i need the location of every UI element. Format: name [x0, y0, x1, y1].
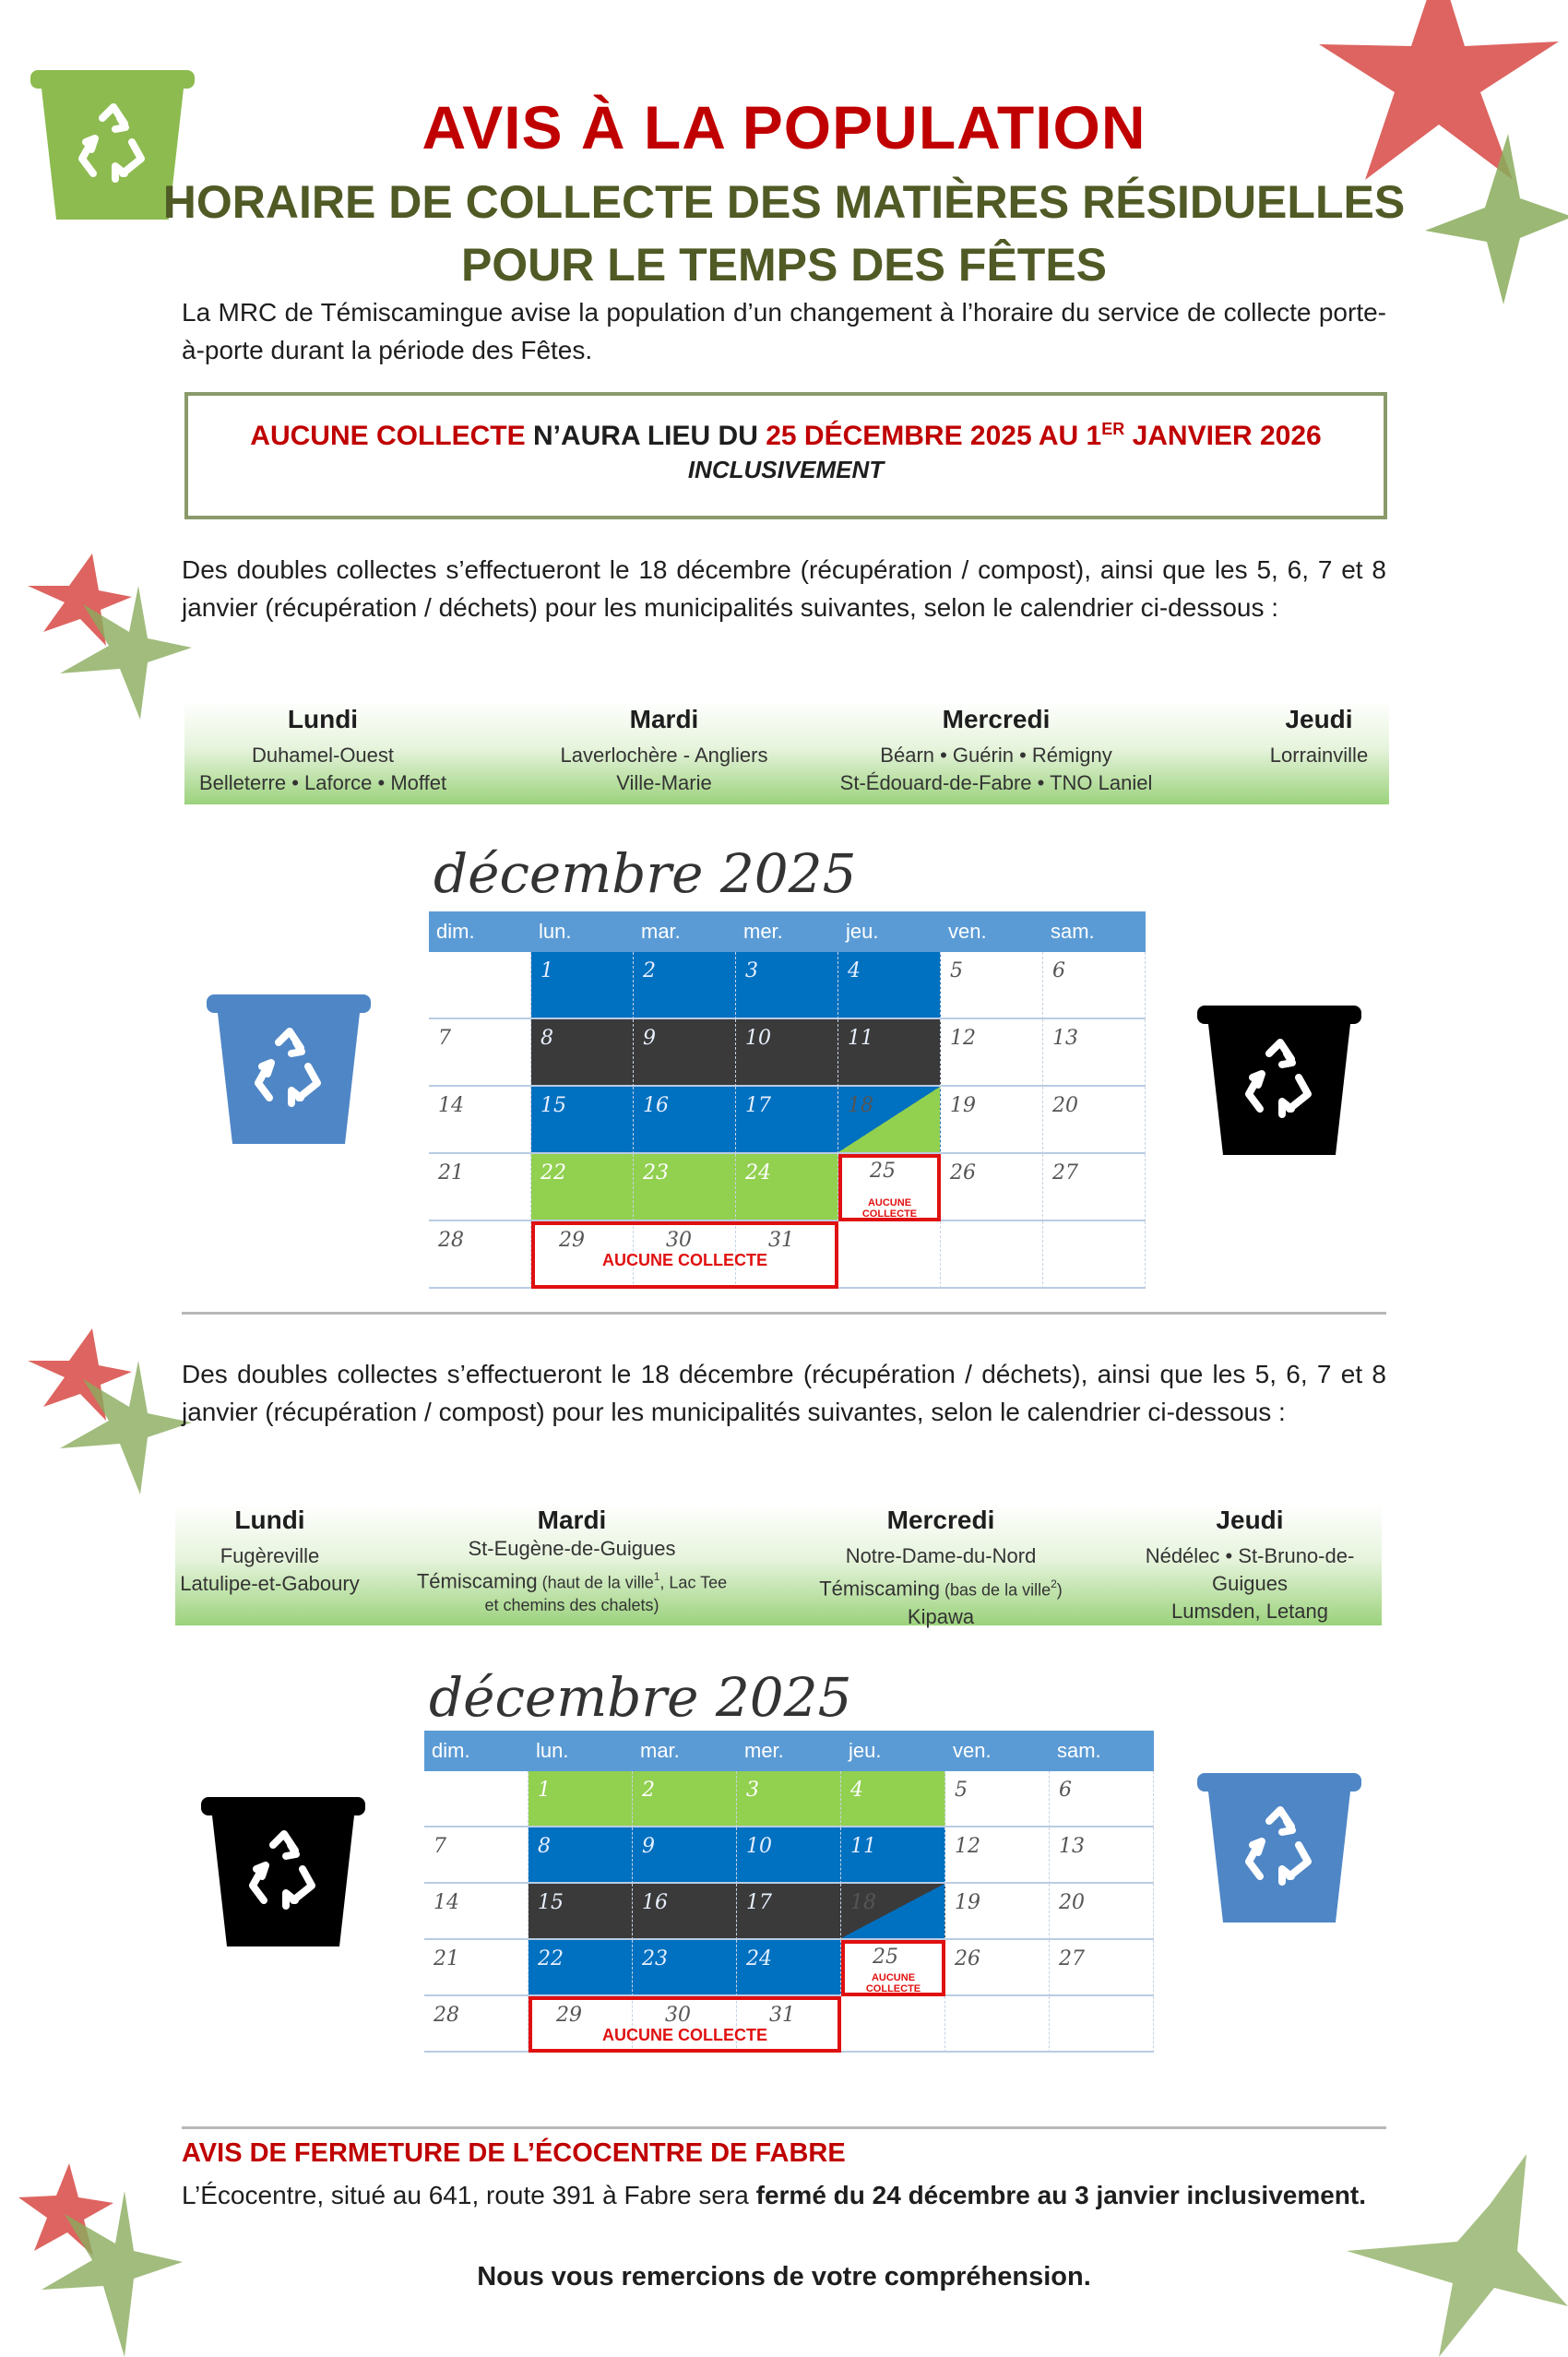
star-icon [55, 581, 194, 729]
calendar-weekday: sam. [1051, 920, 1095, 943]
calendar-day-number: 11 [848, 1027, 873, 1050]
section1-day-label: Mercredi [942, 705, 1051, 733]
calendar-day-number: 3 [745, 959, 758, 982]
calendar-day-cell [838, 1087, 941, 1154]
section2-day-label: Mardi [537, 1506, 607, 1534]
calendar-day-number: 2 [642, 1779, 655, 1802]
calendar-day-number: 28 [438, 1229, 464, 1252]
section1-col-mercredi [812, 701, 1181, 797]
calendar-day-number: 11 [850, 1835, 876, 1858]
calendar-day-cell [945, 1771, 1050, 1827]
calendar-day-number: 6 [1052, 959, 1065, 982]
calendar-weekday: dim. [436, 920, 475, 943]
notice-dates-end: JANVIER 2026 [1124, 421, 1322, 451]
calendar-day-number: 14 [434, 1891, 459, 1914]
ecocentre-text-a: L’Écocentre, situé au 641, route 391 à Fabre sera [182, 2181, 756, 2209]
calendar-day-number: 1 [540, 959, 553, 982]
calendar-day-number: 4 [848, 959, 861, 982]
calendar-day-cell [945, 1996, 1050, 2053]
calendar-day-number: 21 [434, 1947, 459, 1970]
calendar-day-cell [529, 1827, 633, 1884]
ecocentre-text-b: fermé du 24 décembre au 3 janvier inclusivement. [755, 2181, 1367, 2209]
section2-paragraph: Des doubles collectes s’effectueront le 18 décembre (récupération / déchets), ainsi que les 5, 6, 7 et 8 janvier (récupération / compost) pour les municipalités suivantes, selon le calendrier ci-dessous : [182, 1360, 1386, 1426]
calendar-day-cell [424, 1884, 529, 1940]
calendar-day-cell [945, 1827, 1050, 1884]
footnote-marker: 1 [653, 1570, 660, 1583]
calendar-day-number: 9 [642, 1835, 655, 1858]
section2-col-mardi [397, 1504, 747, 1614]
calendar-day-cell [531, 1019, 634, 1087]
calendar-day-cell [736, 952, 838, 1019]
calendar-day-number: 29 [556, 2004, 582, 2027]
calendar-day-number: 15 [538, 1891, 564, 1914]
calendar-day-cell [531, 1087, 634, 1154]
calendar-day-number: 1 [538, 1779, 551, 1802]
section1-col-jeudi [1245, 701, 1393, 769]
section1-municipality: Béarn • Guérin • Rémigny [880, 744, 1112, 767]
calendar-day-number: 10 [746, 1835, 772, 1858]
calendar-weekday: sam. [1057, 1739, 1101, 1762]
calendar-day-cell [945, 1940, 1050, 1996]
calendar-day-cell [429, 1019, 531, 1087]
section1-municipality: Duhamel-Ouest [251, 744, 395, 767]
section2-municipality: Notre-Dame-du-Nord [845, 1544, 1037, 1567]
calendar-day-number: 29 [559, 1229, 585, 1252]
calendar-day-number: 17 [746, 1891, 772, 1914]
section1-municipality: Laverlochère - Angliers [560, 744, 768, 767]
calendar-day-cell [1050, 1884, 1154, 1940]
section2-municipality-note: ) [1056, 1580, 1063, 1600]
calendar-day-number: 18 [850, 1891, 876, 1914]
calendar-day-cell [941, 1221, 1043, 1289]
notice-no-collection: AUCUNE COLLECTE [250, 421, 526, 451]
calendar-day-cell [737, 1771, 841, 1827]
calendar-weekday-header [429, 911, 1146, 952]
calendar-title: décembre 2025 [429, 1666, 852, 1729]
calendar-day-number: 8 [538, 1835, 551, 1858]
calendar-day-number: 4 [850, 1779, 863, 1802]
calendar-day-cell [736, 1154, 838, 1221]
calendar-weekday-header [424, 1731, 1154, 1771]
calendar-day-cell [1050, 1996, 1154, 2053]
calendar-day-cell [531, 952, 634, 1019]
section2-municipality: Témiscaming [819, 1577, 941, 1601]
notice-box [184, 392, 1387, 519]
section1-municipality: St-Édouard-de-Fabre • TNO Laniel [839, 771, 1153, 794]
calendar-day-number: 23 [642, 1947, 668, 1970]
calendar-weekday: ven. [953, 1739, 992, 1762]
calendar-day-cell [424, 1940, 529, 1996]
section2-day-label: Jeudi [1216, 1506, 1284, 1534]
calendar-day-cell [941, 1154, 1043, 1221]
calendar-day-number: 12 [955, 1835, 980, 1858]
page-subtitle-line2: POUR LE TEMPS DES FÊTES [460, 239, 1108, 291]
section1-day-label: Jeudi [1285, 705, 1353, 733]
recycling-bin-icon [201, 1797, 365, 1946]
calendar-day-number: 13 [1052, 1027, 1078, 1050]
section2-municipality: Témiscaming [416, 1569, 538, 1593]
calendar-day-number: 16 [643, 1094, 669, 1117]
calendar-day-cell [1043, 1019, 1146, 1087]
calendar-day-number: 12 [950, 1027, 976, 1050]
section-divider [182, 1312, 1386, 1315]
calendar-day-cell [424, 1996, 529, 2053]
notice-text: N’AURA LIEU DU [525, 421, 766, 451]
calendar-day-cell [841, 1884, 945, 1940]
closing-message: Nous vous remercions de votre compréhension. [477, 2262, 1091, 2292]
recycling-bin-icon [1197, 1773, 1361, 1923]
calendar-day-cell [941, 1019, 1043, 1087]
calendar-day-cell [529, 1771, 633, 1827]
calendar-day-cell [1043, 1154, 1146, 1221]
calendar-day-number: 23 [643, 1161, 669, 1184]
calendar-day-cell [838, 1019, 941, 1087]
section1-schedule-band [184, 701, 1389, 804]
calendar-day-cell [429, 1087, 531, 1154]
calendar-day-cell [424, 1771, 529, 1827]
calendar-day-cell [841, 1827, 945, 1884]
calendar-day-number: 25 [870, 1160, 896, 1183]
calendar-day-cell [737, 1884, 841, 1940]
notice-sup: ER [1101, 420, 1125, 438]
footnote-marker: 2 [1051, 1577, 1057, 1590]
section1-col-lundi [184, 701, 461, 797]
calendar-day-cell [634, 1087, 736, 1154]
calendar-day-cell [633, 1884, 737, 1940]
calendar-day-number: 28 [434, 2004, 459, 2027]
calendar-day-cell [1043, 1087, 1146, 1154]
section2-municipality-temiscaming [397, 1563, 747, 1596]
calendar-day-cell [633, 1827, 737, 1884]
calendar-title: décembre 2025 [434, 842, 857, 905]
calendar-day-number: 9 [643, 1027, 656, 1050]
section1-municipality: Belleterre • Laforce • Moffet [198, 771, 447, 794]
section2-municipality: Lumsden, Letang [1170, 1600, 1329, 1623]
calendar-day-cell [633, 1771, 737, 1827]
calendar-weekday: mar. [640, 1739, 680, 1762]
calendar-day-cell [1043, 952, 1146, 1019]
notice-inclusive: INCLUSIVEMENT [687, 456, 885, 483]
calendar-day-number: 27 [1059, 1947, 1085, 1970]
calendar-day-cell [429, 1154, 531, 1221]
calendar-day-number: 2 [643, 959, 656, 982]
section-divider [182, 2126, 1386, 2129]
section1-day-label: Lundi [287, 705, 359, 733]
calendar-day-number: 31 [768, 1229, 794, 1252]
calendar-1 [429, 842, 1146, 1290]
calendar-day-cell [1050, 1827, 1154, 1884]
calendar-day-number: 25 [873, 1946, 898, 1969]
section2-municipality: Kipawa [907, 1605, 975, 1629]
section2-municipality: Nédélec • St-Bruno-de-Guigues [1145, 1544, 1355, 1595]
no-collection-label: AUCUNE COLLECTE [861, 1197, 918, 1220]
calendar-day-cell [529, 1940, 633, 1996]
section2-municipality-note: et chemins des chalets) [484, 1596, 659, 1615]
no-collection-box [838, 1154, 941, 1221]
calendar-day-number: 19 [950, 1094, 976, 1117]
calendar-day-number: 27 [1052, 1161, 1078, 1184]
no-collection-label: AUCUNE COLLECTE [602, 1251, 767, 1269]
section2-municipality: Fugèreville [220, 1544, 320, 1567]
calendar-day-cell [838, 1221, 941, 1289]
calendar-day-number: 8 [540, 1027, 553, 1050]
no-collection-box [531, 1221, 838, 1289]
calendar-day-cell [737, 1940, 841, 1996]
section1-municipality: Ville-Marie [616, 771, 712, 794]
calendar-day-number: 10 [745, 1027, 771, 1050]
calendar-day-cell [841, 1996, 945, 2053]
calendar-weekday: mer. [744, 1739, 784, 1762]
calendar-day-number: 15 [540, 1094, 566, 1117]
section2-municipality: St-Eugène-de-Guigues [468, 1537, 676, 1560]
calendar-day-number: 5 [955, 1779, 968, 1802]
section2-col-jeudi [1116, 1504, 1384, 1625]
calendar-day-cell [736, 1087, 838, 1154]
calendar-day-cell [737, 1827, 841, 1884]
intro-paragraph: La MRC de Témiscamingue avise la population d’un changement à l’horaire du service de collecte porte-à-porte durant la période des Fêtes. [182, 298, 1386, 364]
calendar-day-cell [429, 1221, 531, 1289]
calendar-weekday: ven. [948, 920, 987, 943]
calendar-day-number: 7 [434, 1835, 446, 1858]
calendar-day-cell [634, 952, 736, 1019]
section2-municipality: Latulipe-et-Gaboury [180, 1572, 360, 1595]
calendar-day-cell [633, 1940, 737, 1996]
calendar-weekday: dim. [432, 1739, 470, 1762]
calendar-day-number: 5 [950, 959, 963, 982]
section2-col-lundi [175, 1504, 364, 1598]
calendar-day-number: 3 [746, 1779, 759, 1802]
section2-municipality-note: , Lac Tee [659, 1573, 728, 1592]
calendar-day-number: 21 [438, 1161, 464, 1184]
no-collection-label: AUCUNE COLLECTE [602, 2026, 767, 2044]
calendar-weekday: mar. [641, 920, 681, 943]
calendar-day-cell [634, 1019, 736, 1087]
calendar-2 [424, 1668, 1158, 2050]
section1-municipality: Lorrainville [1269, 744, 1369, 767]
recycling-bin-icon [207, 994, 371, 1144]
section2-day-label: Mercredi [886, 1506, 995, 1534]
calendar-day-number: 30 [665, 2004, 691, 2027]
calendar-weekday: mer. [743, 920, 783, 943]
calendar-day-number: 17 [745, 1094, 771, 1117]
calendar-day-cell [634, 1154, 736, 1221]
page-subtitle-line1: HORAIRE DE COLLECTE DES MATIÈRES RÉSIDUELLES [162, 176, 1406, 228]
section1-day-label: Mardi [629, 705, 699, 733]
ecocentre-title: AVIS DE FERMETURE DE L’ÉCOCENTRE DE FABRE [182, 2138, 846, 2168]
calendar-weekday: lun. [539, 920, 572, 943]
calendar-day-number: 19 [955, 1891, 980, 1914]
calendar-day-cell [941, 1087, 1043, 1154]
calendar-day-number: 30 [666, 1229, 692, 1252]
calendar-day-number: 14 [438, 1094, 464, 1117]
calendar-day-number: 6 [1059, 1779, 1072, 1802]
notice-dates: 25 DÉCEMBRE 2025 AU 1 [766, 421, 1102, 451]
calendar-day-cell [1043, 1221, 1146, 1289]
section2-municipality-temiscaming [766, 1570, 1116, 1603]
calendar-day-number: 31 [769, 2004, 795, 2027]
no-collection-box [841, 1940, 945, 1996]
calendar-weekday: jeu. [846, 920, 879, 943]
calendar-day-number: 18 [848, 1094, 873, 1117]
calendar-day-number: 16 [642, 1891, 668, 1914]
ecocentre-text [182, 2181, 1399, 2210]
calendar-grid [424, 1731, 1154, 2053]
calendar-day-number: 22 [538, 1947, 564, 1970]
no-collection-label: AUCUNE COLLECTE [865, 1972, 921, 1994]
calendar-weekday: lun. [536, 1739, 569, 1762]
calendar-day-cell [1050, 1940, 1154, 1996]
calendar-day-cell [429, 952, 531, 1019]
section2-schedule-band [175, 1504, 1382, 1629]
calendar-day-cell [1050, 1771, 1154, 1827]
calendar-day-cell [945, 1884, 1050, 1940]
calendar-day-number: 22 [540, 1161, 566, 1184]
star-icon [55, 1356, 194, 1504]
section2-day-label: Lundi [234, 1506, 305, 1534]
calendar-grid [429, 911, 1146, 1289]
recycling-bin-icon [1197, 1006, 1361, 1155]
calendar-day-cell [531, 1154, 634, 1221]
calendar-weekday: jeu. [849, 1739, 882, 1762]
calendar-day-cell [838, 952, 941, 1019]
calendar-day-cell [529, 1884, 633, 1940]
no-collection-box [529, 1996, 841, 2053]
page-title: AVIS À LA POPULATION [422, 93, 1146, 161]
calendar-day-number: 26 [950, 1161, 976, 1184]
calendar-day-number: 13 [1059, 1835, 1085, 1858]
section2-col-mercredi [766, 1504, 1116, 1631]
notice-line1 [188, 420, 1384, 452]
calendar-day-number: 20 [1052, 1094, 1078, 1117]
section2-municipality-note: (haut de la ville [537, 1573, 654, 1592]
section1-col-mardi [526, 701, 802, 797]
section1-paragraph: Des doubles collectes s’effectueront le 18 décembre (récupération / compost), ainsi que les 5, 6, 7 et 8 janvier (récupération / déchets) pour les municipalités suivantes, selon le calendrier ci-dessous : [182, 555, 1386, 622]
calendar-day-number: 24 [746, 1947, 772, 1970]
calendar-day-cell [424, 1827, 529, 1884]
calendar-day-cell [736, 1019, 838, 1087]
calendar-day-number: 26 [955, 1947, 980, 1970]
calendar-day-cell [941, 952, 1043, 1019]
section2-municipality-note: (bas de la ville [940, 1580, 1051, 1600]
calendar-day-cell [841, 1771, 945, 1827]
calendar-day-number: 20 [1059, 1891, 1085, 1914]
calendar-day-number: 7 [438, 1027, 451, 1050]
calendar-day-number: 24 [745, 1161, 771, 1184]
